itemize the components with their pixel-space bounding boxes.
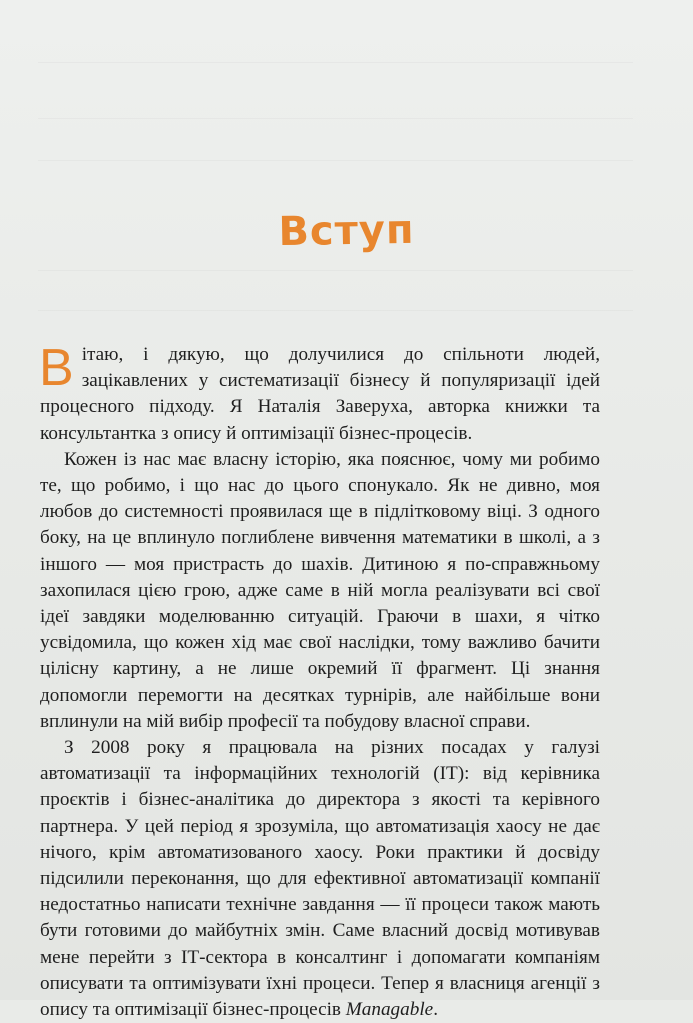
paragraph: Кожен із нас має власну історію, яка пояснює, чому ми робимо те, що робимо, і що нас до цього спонукало. Як не дивно, моя любов до системності проявилася ще в підлітковому віці. З одного боку, на це вплинуло поглиблене вивчення математики в школі, а з іншого — моя пристрасть до шахів. Дитиною я по-справжньому захопилася цією грою, адже саме в ній могла реалізувати всі свої ідеї завдяки моделюванню ситуацій. Граючи в шахи, я чітко усвідомила, що кожен хід має свої наслідки, тому важливо бачити цілісну картину, а не лише окремий її фрагмент. Ці знання допомогли перемогти на десятках турнірів, але найбільше вони вплинули на мій вибір професії та побудову власної справи. bbox=[40, 448, 600, 732]
show-through-line bbox=[38, 270, 633, 271]
body-text bbox=[39, 339, 600, 1023]
intro-paragraph bbox=[39, 339, 600, 447]
last-paragraph-text: З 2008 року я працювала на різних посадах у галузі автоматизації та інформаційних технологій (ІТ): від керівника проєктів і бізнес-аналітика до директора з якості та керівного партнера. У цей період я зрозуміла, що автоматизація хаосу не дає нічого, крім автоматизованого хаосу. Роки практики й досвіду підсилили переконання, що для ефективної автоматизації компанії недостатньо написати технічне завдання — її процеси також мають бути готовими до майбутніх змін. Саме власний досвід мотивував мене перейти з ІТ-сектора в консалтинг і допомагати компаніям описувати та оптимізувати їхні процеси. Тепер я власниця агенції з опису та оптимізації бізнес-процесів bbox=[40, 737, 600, 1021]
show-through-line bbox=[38, 160, 633, 161]
show-through-line bbox=[38, 118, 633, 119]
chapter-title: Вступ bbox=[278, 206, 415, 256]
intro-text: ітаю, і дякую, що долучилися до спільноти людей, зацікавлених у систематизації бізнесу й популяризації ідей процесного підходу. Я Наталія Заверуха, авторка книжки та консультантка з опису й оптимізації бізнес-процесів. bbox=[40, 344, 600, 444]
show-through-line bbox=[38, 62, 633, 63]
drop-cap: В bbox=[39, 339, 74, 397]
show-through-line bbox=[38, 310, 633, 311]
last-paragraph bbox=[40, 735, 600, 1023]
company-name: Managable bbox=[345, 999, 434, 1021]
last-paragraph-end: . bbox=[433, 999, 438, 1021]
